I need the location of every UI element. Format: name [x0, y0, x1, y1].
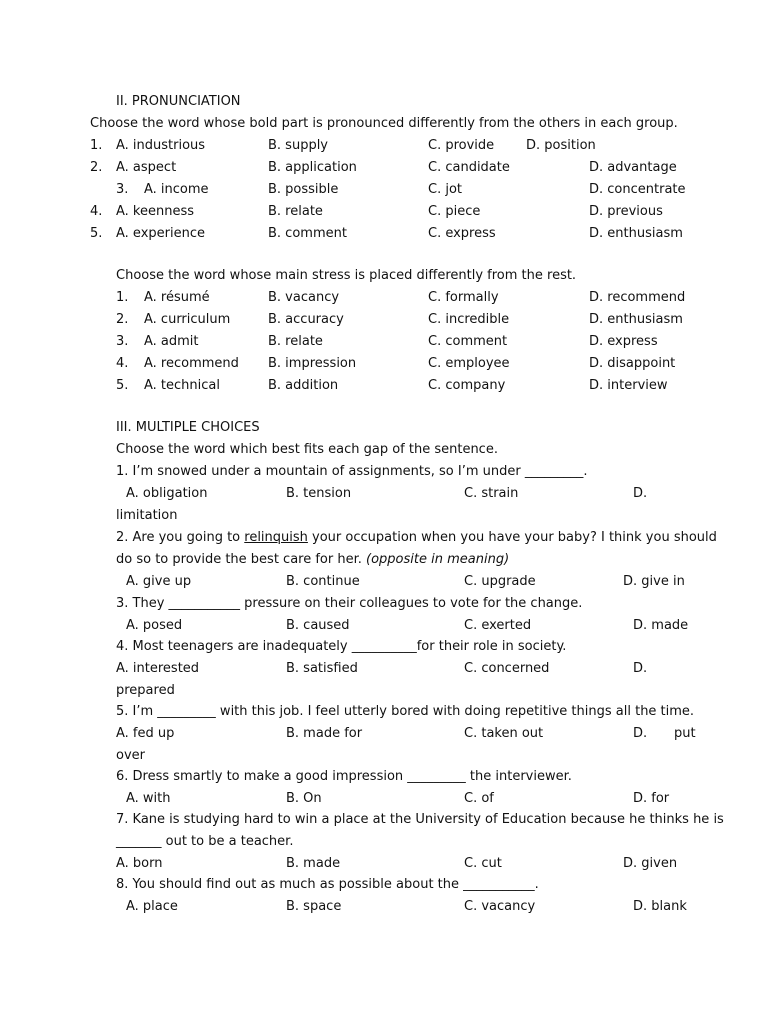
q4-option-d-continued: prepared — [116, 683, 175, 698]
option-c: C. incredible — [428, 312, 510, 327]
q5-option-a: A. fed up — [116, 726, 175, 741]
q2-option-d: D. give in — [623, 574, 685, 589]
option-b: B. comment — [268, 226, 347, 241]
option-d: D. interview — [589, 378, 668, 393]
option-d: D. advantage — [589, 160, 677, 175]
q7-option-a: A. born — [116, 856, 163, 871]
question-2-line-2 — [116, 550, 509, 570]
question-number: 2. — [116, 312, 129, 327]
q6-option-a: A. with — [126, 791, 171, 806]
section-heading-pronunciation: II. PRONUNCIATION — [116, 94, 241, 109]
option-a: A. curriculum — [144, 312, 231, 327]
q6-option-b: B. On — [286, 791, 322, 806]
question-number: 1. — [90, 138, 103, 153]
q5-option-b: B. made for — [286, 726, 363, 741]
section-heading-multiple-choices: III. MULTIPLE CHOICES — [116, 420, 260, 435]
q8-option-c: C. vacancy — [464, 899, 536, 914]
q1-option-d-continued: limitation — [116, 508, 178, 523]
q8-option-b: B. space — [286, 899, 342, 914]
q5-option-d-word: put — [674, 726, 696, 741]
option-d: D. disappoint — [589, 356, 676, 371]
option-d: D. express — [589, 334, 658, 349]
q7-option-b: B. made — [286, 856, 341, 871]
option-a: A. industrious — [116, 138, 206, 153]
option-d: D. concentrate — [589, 182, 686, 197]
option-c: C. jot — [428, 182, 463, 197]
question-number: 2. — [90, 160, 103, 175]
option-d: D. enthusiasm — [589, 226, 683, 241]
q3-option-b: B. caused — [286, 618, 350, 633]
q3-option-d: D. made — [633, 618, 689, 633]
q5-option-d-continued: over — [116, 748, 145, 763]
question-5-text: 5. I’m _________ with this job. I feel utterly bored with doing repetitive things all the time. — [116, 704, 695, 719]
mc-instruction: Choose the word which best fits each gap of the sentence. — [116, 442, 498, 457]
option-a: A. aspect — [116, 160, 177, 175]
q8-option-d: D. blank — [633, 899, 687, 914]
q2-text-end: your occupation when you have your baby? I think you should — [307, 530, 717, 545]
option-c: C. formally — [428, 290, 499, 305]
option-c: C. express — [428, 226, 496, 241]
option-b: B. accuracy — [268, 312, 344, 327]
option-a: A. admit — [144, 334, 199, 349]
option-c: C. candidate — [428, 160, 510, 175]
option-d: D. recommend — [589, 290, 686, 305]
q5-option-d: D. — [633, 726, 648, 741]
q2-note: (opposite in meaning) — [366, 552, 510, 567]
option-a: A. recommend — [144, 356, 239, 371]
q4-option-c: C. concerned — [464, 661, 550, 676]
q1-option-a: A. obligation — [126, 486, 208, 501]
option-a: A. experience — [116, 226, 205, 241]
q6-option-d: D. for — [633, 791, 670, 806]
question-number: 4. — [90, 204, 103, 219]
option-c: C. piece — [428, 204, 481, 219]
q2-line-2-text: do so to provide the best care for her. — [116, 552, 367, 567]
q1-option-b: B. tension — [286, 486, 352, 501]
question-4-text: 4. Most teenagers are inadequately __________for their role in society. — [116, 639, 567, 654]
option-c: C. company — [428, 378, 506, 393]
option-a: A. income — [144, 182, 209, 197]
q2-option-b: B. continue — [286, 574, 360, 589]
question-2-text — [116, 528, 717, 548]
option-b: B. impression — [268, 356, 357, 371]
option-b: B. relate — [268, 334, 323, 349]
q2-option-a: A. give up — [126, 574, 192, 589]
option-c: C. employee — [428, 356, 510, 371]
option-d: D. previous — [589, 204, 663, 219]
question-7-text: 7. Kane is studying hard to win a place at the University of Education because he thinks he is — [116, 812, 724, 827]
q8-option-a: A. place — [126, 899, 178, 914]
question-number: 4. — [116, 356, 129, 371]
stress-instruction: Choose the word whose main stress is placed differently from the rest. — [116, 268, 577, 283]
question-number: 3. — [116, 334, 129, 349]
option-b: B. supply — [268, 138, 329, 153]
option-b: B. vacancy — [268, 290, 340, 305]
option-b: B. possible — [268, 182, 339, 197]
option-a: A. résumé — [144, 290, 210, 305]
option-b: B. application — [268, 160, 357, 175]
question-1-text: 1. I’m snowed under a mountain of assignments, so I’m under _________. — [116, 464, 588, 479]
question-8-text: 8. You should find out as much as possible about the ___________. — [116, 877, 539, 892]
q2-option-c: C. upgrade — [464, 574, 536, 589]
q3-option-c: C. exerted — [464, 618, 532, 633]
option-d: D. enthusiasm — [589, 312, 683, 327]
q7-option-d: D. given — [623, 856, 678, 871]
q6-option-c: C. of — [464, 791, 494, 806]
option-a: A. keenness — [116, 204, 195, 219]
q5-option-c: C. taken out — [464, 726, 544, 741]
option-d: D. position — [526, 138, 596, 153]
option-c: C. provide — [428, 138, 495, 153]
option-c: C. comment — [428, 334, 508, 349]
q1-option-d: D. — [633, 486, 648, 501]
q2-text-start: 2. Are you going to — [116, 530, 245, 545]
option-a: A. technical — [144, 378, 220, 393]
pronunciation-instruction: Choose the word whose bold part is pronounced differently from the others in each group. — [90, 116, 678, 131]
question-number: 5. — [116, 378, 129, 393]
q3-option-a: A. posed — [126, 618, 183, 633]
question-6-text: 6. Dress smartly to make a good impression _________ the interviewer. — [116, 769, 572, 784]
question-3-text: 3. They ___________ pressure on their colleagues to vote for the change. — [116, 596, 583, 611]
q2-target-word: relinquish — [244, 530, 308, 545]
option-b: B. addition — [268, 378, 339, 393]
question-number: 1. — [116, 290, 129, 305]
q4-option-b: B. satisfied — [286, 661, 358, 676]
q4-option-d: D. — [633, 661, 648, 676]
q4-option-a: A. interested — [116, 661, 200, 676]
q1-option-c: C. strain — [464, 486, 519, 501]
option-b: B. relate — [268, 204, 323, 219]
q7-option-c: C. cut — [464, 856, 502, 871]
question-number: 3. — [116, 182, 129, 197]
question-7-line-2: _______ out to be a teacher. — [116, 834, 294, 849]
question-number: 5. — [90, 226, 103, 241]
